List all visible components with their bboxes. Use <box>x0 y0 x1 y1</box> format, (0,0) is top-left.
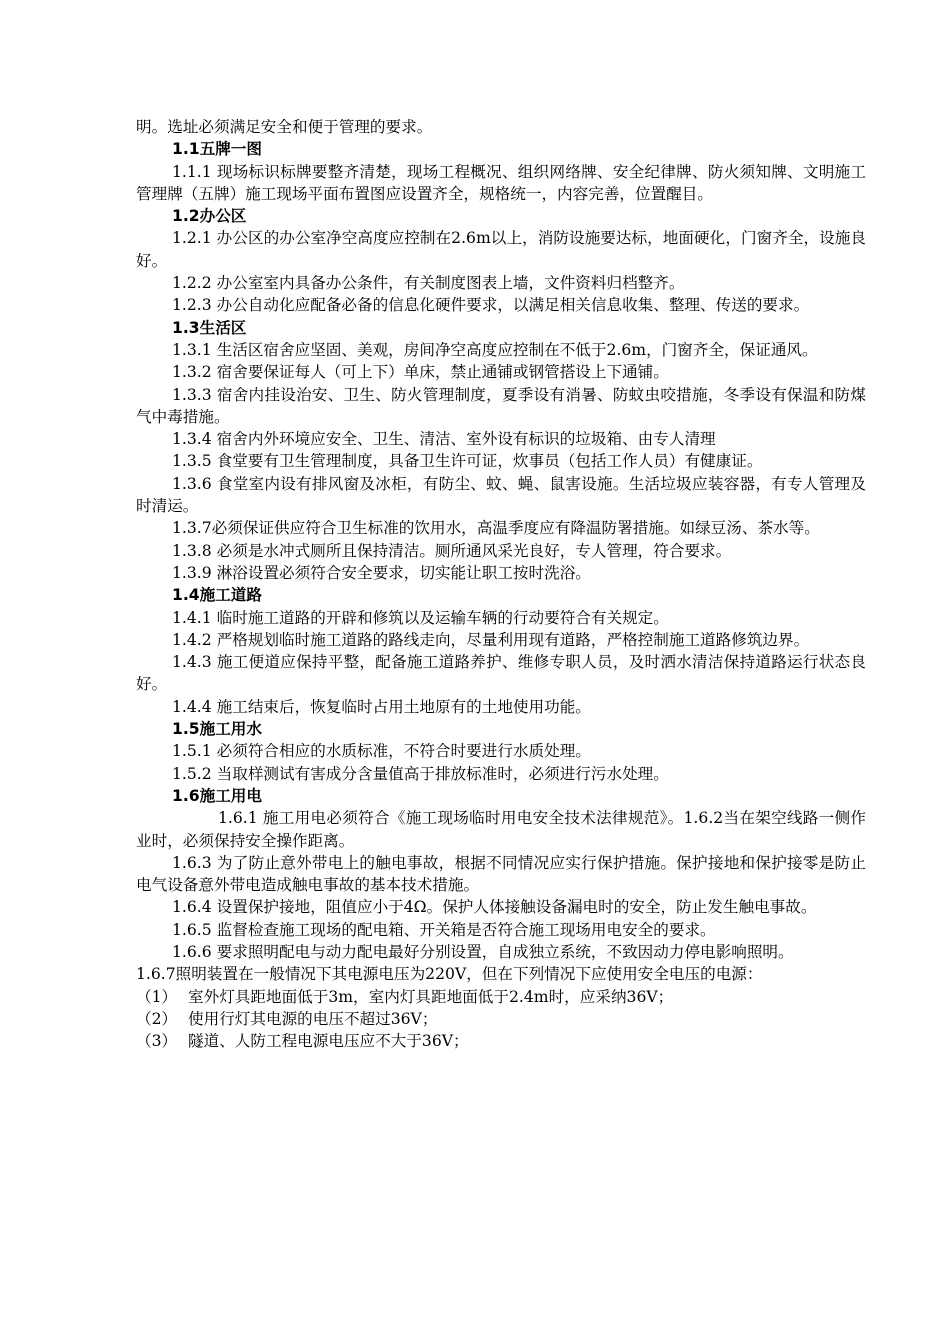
list-item <box>136 1008 866 1030</box>
section-heading-1-4: 1.4施工道路 <box>172 586 262 605</box>
paragraph-1-6-7: 1.6.7照明装置在一般情况下其电源电压为220V，但在下列情况下应使用安全电压的电源： <box>136 965 763 984</box>
paragraph-1-3-6: 1.3.6 食堂室内设有排风窗及冰柜，有防尘、蚊、蝇、鼠害设施。生活垃圾应装容器，有专人管理及时清运。 <box>136 474 866 516</box>
section-heading-1-3: 1.3生活区 <box>172 318 247 337</box>
paragraph-1-6-6: 1.6.6 要求照明配电与动力配电最好分别设置，自成独立系统，不致因动力停电影响照明。 <box>172 942 794 961</box>
paragraph-1-3-9: 1.3.9 淋浴设置必须符合安全要求，切实能让职工按时洗浴。 <box>172 563 591 582</box>
paragraph-1-6-4: 1.6.4 设置保护接地，阻值应小于4Ω。保护人体接触设备漏电时的安全，防止发生触电事故。 <box>172 898 817 917</box>
paragraph-1-6-1: 1.6.1 施工用电必须符合《施工现场临时用电安全技术法律规范》。1.6.2当在架空线路一侧作业时，必须保持安全操作距离。 <box>136 809 866 850</box>
list-item-text: 隧道、人防工程电源电压应不大于36V； <box>188 1032 469 1051</box>
document-body <box>136 116 866 1052</box>
paragraph-1-1-1: 1.1.1 现场标识标牌要整齐清楚，现场工程概况、组织网络牌、安全纪律牌、防火须知牌、文明施工管理牌（五牌）施工现场平面布置图应设置齐全，规格统一，内容完善，位置醒目。 <box>136 162 866 203</box>
list-item-number: （2） <box>136 1009 178 1028</box>
section-heading-1-5: 1.5施工用水 <box>172 720 262 739</box>
paragraph-1-3-3: 1.3.3 宿舍内挂设治安、卫生、防火管理制度，夏季设有消暑、防蚊虫咬措施，冬季设有保温和防煤气中毒措施。 <box>136 385 866 426</box>
paragraph-1-4-4: 1.4.4 施工结束后，恢复临时占用土地原有的土地使用功能。 <box>172 697 591 716</box>
paragraph-1-2-2: 1.2.2 办公室室内具备办公条件，有关制度图表上墙，文件资料归档整齐。 <box>172 274 685 293</box>
paragraph-1-6-3: 1.6.3 为了防止意外带电上的触电事故，根据不同情况应实行保护措施。保护接地和保护接零是防止电气设备意外带电造成触电事故的基本技术措施。 <box>136 853 866 895</box>
paragraph-1-4-3: 1.4.3 施工便道应保持平整，配备施工道路养护、维修专职人员，及时洒水清洁保持道路运行状态良好。 <box>136 653 866 694</box>
paragraph-1-5-2: 1.5.2 当取样测试有害成分含量值高于排放标准时，必须进行污水处理。 <box>172 764 669 783</box>
list-item <box>136 986 866 1008</box>
list-item-number: （3） <box>136 1032 178 1051</box>
paragraph-1-6-5: 1.6.5 监督检查施工现场的配电箱、开关箱是否符合施工现场用电安全的要求。 <box>172 920 716 939</box>
list-item-text: 使用行灯其电源的电压不超过36V； <box>188 1009 438 1028</box>
paragraph-1-3-7: 1.3.7必须保证供应符合卫生标准的饮用水，高温季度应有降温防署措施。如绿豆汤、茶水等。 <box>172 519 820 538</box>
list-item <box>136 1030 866 1052</box>
section-heading-1-6: 1.6施工用电 <box>172 786 262 805</box>
paragraph-1-3-2: 1.3.2 宿舍要保证每人（可上下）单床，禁止通铺或钢管搭设上下通铺。 <box>172 363 669 382</box>
lead-text: 明。选址必须满足安全和便于管理的要求。 <box>136 118 433 136</box>
paragraph-1-5-1: 1.5.1 必须符合相应的水质标准，不符合时要进行水质处理。 <box>172 742 591 761</box>
paragraph-1-2-3: 1.2.3 办公自动化应配备必备的信息化硬件要求，以满足相关信息收集、整理、传送的要求。 <box>172 296 810 315</box>
paragraph-1-3-5: 1.3.5 食堂要有卫生管理制度，具备卫生许可证，炊事员（包括工作人员）有健康证。 <box>172 452 763 471</box>
paragraph-1-4-2: 1.4.2 严格规划临时施工道路的路线走向，尽量利用现有道路，严格控制施工道路修筑边界。 <box>172 630 810 649</box>
section-heading-1-2: 1.2办公区 <box>172 207 247 226</box>
paragraph-1-2-1: 1.2.1 办公区的办公室净空高度应控制在2.6m以上，消防设施要达标，地面硬化，门窗齐全，设施良好。 <box>136 229 866 270</box>
list-item-number: （1） <box>136 987 178 1006</box>
paragraph-1-3-1: 1.3.1 生活区宿舍应坚固、美观，房间净空高度应控制在不低于2.6m，门窗齐全，保证通风。 <box>172 340 818 359</box>
list-item-text: 室外灯具距地面低于3m，室内灯具距地面低于2.4m时，应采纳36V； <box>188 987 674 1006</box>
section-heading-1-1: 1.1五牌一图 <box>172 140 262 159</box>
paragraph-1-3-4: 1.3.4 宿舍内外环境应安全、卫生、清洁、室外设有标识的垃圾箱、由专人清理 <box>172 430 716 449</box>
paragraph-1-4-1: 1.4.1 临时施工道路的开辟和修筑以及运输车辆的行动要符合有关规定。 <box>172 608 669 627</box>
paragraph-1-3-8: 1.3.8 必须是水冲式厕所且保持清洁。厕所通风采光良好，专人管理，符合要求。 <box>172 541 732 560</box>
